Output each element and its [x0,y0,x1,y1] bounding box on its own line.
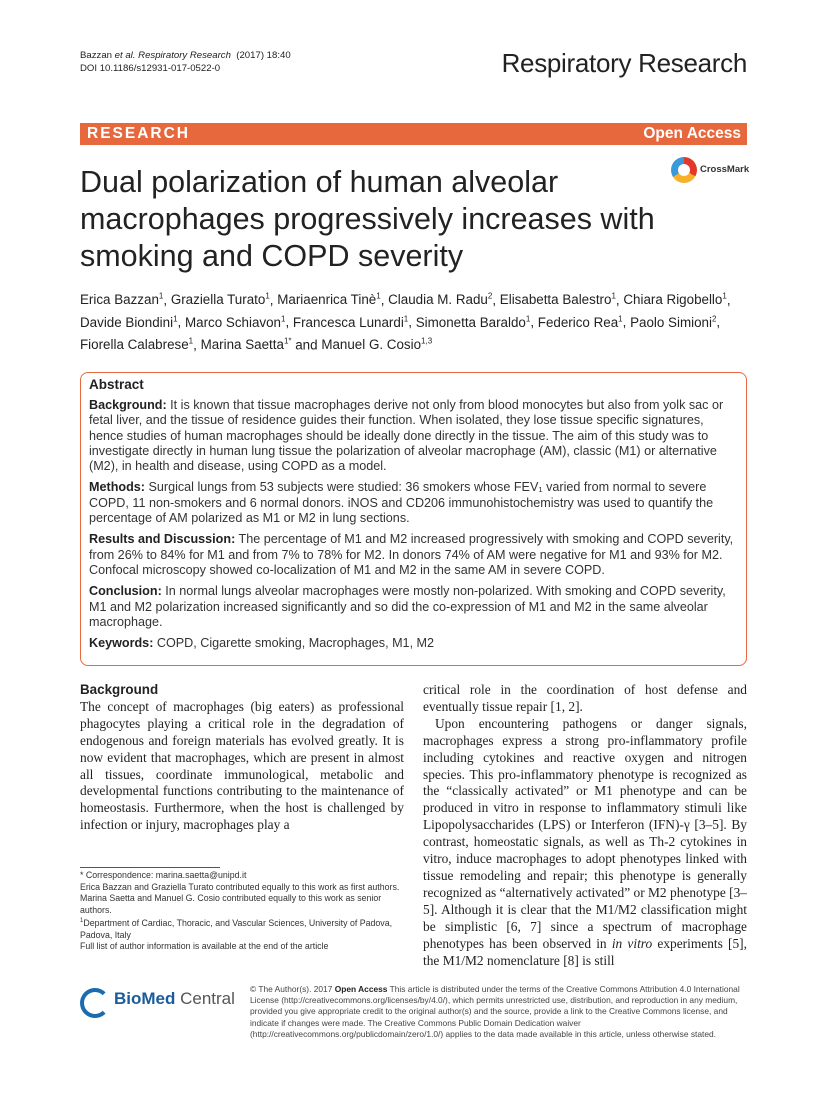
author-name: Davide Biondini$^1$ [80,314,178,330]
section-heading: Background [80,682,159,697]
correspondence[interactable]: * Correspondence: marina.saetta@unipd.it [80,870,247,880]
left-column [80,682,404,834]
abstract-box [80,372,747,666]
article-type-bar [80,123,747,145]
author-name: Graziella Turato$^1$ [170,292,270,308]
author-name: Elisabetta Balestro$^1$ [499,292,616,308]
author-name: Marina Saetta$^{1*}$ [200,336,292,353]
body-paragraph: Upon encountering pathogens or danger signals, macrophages express a strong pro-inflammatory profile including cytokines and reactive oxygen and nitrogen species. This pro-inflammatory phenotype is recognized as the “classically activated” or M1 phenotype and can be produced in vitro in response to inflammatory stimuli like Lipopolysaccharides (LPS) or Interferon (IFN)-γ [3–5]. By contrast, homeostatic signals, as well as Th-2 cytokines in vitro, induce macrophages to adopt phenotypes linked with tissue remodeling and repair; this phenotype is generally recognized as “alternatively activated” or M2 phenotype [3–5]. Although it is clear that the M1/M2 classification might be simplistic [6, 7] since a spectrum of macrophage phenotypes has been observed in in vitro experiments [5], the M1/M2 nomenclature [8] is still [423,715,747,968]
abstract-heading: Abstract [89,377,144,392]
author-name: Paolo Simioni$^2$ [630,314,717,330]
biomed-central-logo: BioMed Central [80,985,240,1019]
author-name: Marco Schiavon$^1$ [184,314,286,330]
author-affiliation: 1 [188,336,194,346]
author-name: Claudia M. Radu$^2$ [388,292,493,308]
author-name: Simonetta Baraldo$^1$ [415,314,531,330]
biomed-central-icon [80,988,110,1018]
author-name: Manuel G. Cosio$^{1,3}$ [321,336,433,353]
journal-name: Respiratory Research [501,48,747,78]
author-name: Chiara Rigobello$^1$ [623,292,727,308]
footnote-divider [80,867,220,868]
right-column [423,682,747,969]
body-paragraph: critical role in the coordination of host defense and eventually tissue repair [1, 2]. [423,682,747,714]
author-list: Erica Bazzan$^1$, Graziella Turato$^1$, Mariaenrica Tinè$^1$, Claudia M. Radu$^2$, Elisabetta Balestro$^1$, Chiara Rigobello$^1$, Davide Biondini$^1$, Marco Schiavon$^1$, Francesca Lunardi$^1$, Simonetta Baraldo$^1$, Federico Rea$^1$, Paolo Simioni$^2$, Fiorella Calabrese$^1$, Marina Saetta$^{1*}$ and Manuel G. Cosio$^{1,3}$ [80,292,731,353]
author-name: Erica Bazzan$^1$ [80,292,164,308]
author-affiliation: 1 [611,292,616,301]
doi: DOI 10.1186/s12931-017-0522-0 [80,63,221,74]
footnotes: * Correspondence: marina.saetta@unipd.it Erica Bazzan and Graziella Turato contributed equally to this work as first authors. Marina Saetta and Manuel G. Cosio contributed equally to this work as senior authors. $^1$Department of Cardiac, Thoracic, and Vascular Sciences, University of Padova, Padova, Italy Full list of author information is available at the end of the article [80,870,400,952]
abstract-methods: Methods: Surgical lungs from 53 subjects were studied: 36 smokers whose FEV₁ varied from normal to severe COPD, 11 non-smokers and 6 normal donors. iNOS and CD206 immunohistochemistry was used to quantify the percentage of AM polarized as M1 or M2 in lung sections. [89,480,714,526]
author-affiliation: 1 [722,292,727,301]
body-paragraph: The concept of macrophages (big eaters) as professional phagocytes playing a critical role in the degradation of endogenous and foreign materials has evolved greatly. It is now evident that macrophages, which are present in almost all tissues, coordinate immunological, metabolic and developmental functions contributing to the maintenance of homeostasis. Furthermore, when the host is challenged by infection or injury, macrophages play a [80,698,404,833]
author-affiliation: 2 [487,292,493,301]
author-name: Mariaenrica Tinè$^1$ [277,292,381,308]
author-affiliation: 1 [173,314,178,324]
license-text: © The Author(s). 2017 Open Access This article is distributed under the terms of the Creative Commons Attribution 4.0 International License (http://creativecommons.org/licenses/by/4.0/), which permits unrestricted use, distribution, and reproduction in any medium, provided you give appropriate credit to the original author(s) and the source, provide a link to the Creative Commons license, and indicate if changes were made. The Creative Commons Public Domain Dedication waiver (http://creativecommons.org/publicdomain/zero/1.0/) applies to the data made available in this article, unless otherwise stated. [250,984,740,1039]
author-name: Fiorella Calabrese$^1$ [80,336,194,353]
author-affiliation: 2 [711,314,717,324]
abstract-results: Results and Discussion: The percentage of M1 and M2 increased progressively with smoking and COPD severity, from 26% to 84% for M1 and from 7% to 78% for M2. In donors 74% of AM were negative for M1 and 93% for M2. Confocal microscopy showed co-localization of M1 and M2 in the same AM in severe COPD. [89,532,734,577]
author-affiliation: 1 [158,292,164,301]
author-affiliation: 1 [280,314,286,324]
author-affiliation: 1 [618,314,623,324]
citation: Bazzan et al. Respiratory Research (2017) 18:40 DOI 10.1186/s12931-017-0522-0 [80,50,291,74]
author-affiliation: 1* [283,336,292,346]
article-type-label: RESEARCH [87,125,190,142]
abstract-conclusion: Conclusion: In normal lungs alveolar macrophages were mostly non-polarized. With smoking and COPD severity, M1 and M2 polarization increased significantly and so did the co-expression of M1 and M2 in the same alveolar macrophage. [89,584,726,629]
article-title: Dual polarization of human alveolar macrophages progressively increases with smoking and COPD severity [80,165,655,273]
author-affiliation: 1 [403,314,409,324]
author-affiliation: 1 [265,292,270,301]
author-affiliation: 1 [376,292,381,301]
abstract-background: Background: It is known that tissue macrophages derive not only from blood monocytes but also from yolk sac or fetal liver, and the tissue of residence guides their function. When isolated, they lose tissue specific signatures, hence studies of human macrophages should be ideally done directly in the tissue. The aim of this study was to investigate directly in human lung tissue the polarization of alveolar macrophage (AM), classic (M1) or alternative (M2), in health and disease, using COPD as a model. [89,398,724,474]
keywords: Keywords: COPD, Cigarette smoking, Macrophages, M1, M2 [89,636,435,651]
author-affiliation: 1,3 [421,336,433,346]
author-affiliation: 1 [525,314,531,324]
author-name: Francesca Lunardi$^1$ [292,314,409,330]
crossmark-icon [671,157,697,183]
author-name: Federico Rea$^1$ [537,314,623,330]
crossmark-badge[interactable]: CrossMark [671,157,753,187]
open-access-label[interactable]: Open Access [643,125,741,142]
